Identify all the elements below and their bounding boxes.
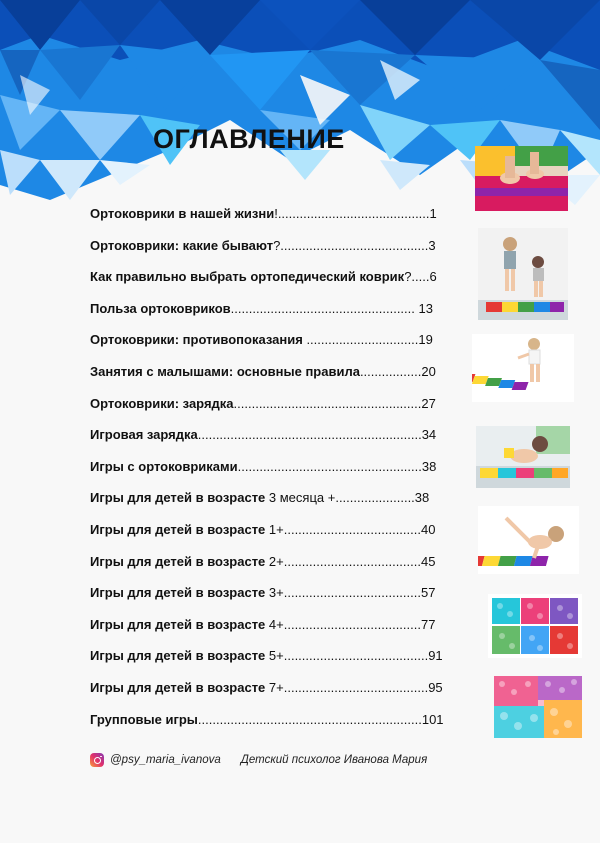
toc-entry-leader-page: !..........................................1 (274, 206, 437, 221)
photo-child-walking-mat (472, 334, 574, 402)
toc-entry-title: Групповые игры (90, 711, 198, 727)
toc-entry-leader-page: ................................................... 13 (230, 300, 433, 316)
toc-entry-leader-page: ?.....6 (404, 269, 437, 285)
toc-entry[interactable] (90, 584, 470, 616)
toc-entry-leader-page: ...............................19 (302, 332, 433, 348)
toc-entry[interactable] (90, 679, 470, 711)
toc-entry-leader-page: 3 месяца +......................38 (268, 490, 430, 506)
toc-entry-title: Игры для детей в возрасте (90, 585, 269, 601)
photo-baby-stretching (478, 506, 579, 574)
toc-entry[interactable] (90, 237, 470, 269)
photo-feet-on-mat (475, 146, 568, 211)
toc-entry-title: Занятия с малышами: основные правила (90, 363, 360, 379)
toc-entry[interactable] (90, 426, 470, 458)
toc-entry-title: Как правильно выбрать ортопедический коврик (90, 269, 405, 285)
photo-toddler-crawling (476, 426, 570, 488)
toc-entry[interactable] (90, 489, 470, 521)
toc-entry[interactable] (90, 363, 470, 395)
toc-entry-leader-page: 1+......................................40 (268, 521, 436, 537)
toc-entry-title: Польза ортоковриков (90, 300, 231, 316)
footer (90, 753, 427, 767)
toc-entry-leader-page: ..............................................................34 (197, 427, 437, 443)
toc-entry-title: Игры с ортоковриками (90, 458, 238, 474)
toc-entry-title: Игровая зарядка (90, 427, 198, 443)
toc-entry-leader-page: ?.........................................3 (273, 237, 436, 253)
toc-entry-title: Игры для детей в возрасте (90, 679, 269, 695)
toc-entry-title: Игры для детей в возрасте (90, 616, 269, 632)
toc-entry-title: Игры для детей в возрасте (90, 490, 269, 506)
toc-entry-leader-page: 7+........................................95 (268, 679, 443, 695)
toc-entry[interactable] (90, 395, 470, 427)
toc-entry[interactable] (90, 553, 470, 585)
toc-entry-title: Ортоковрики: какие бывают (90, 237, 274, 253)
photo-mat-tiles (488, 594, 582, 658)
instagram-handle[interactable]: @psy_maria_ivanova (110, 754, 221, 766)
toc-entry-leader-page: 4+......................................77 (268, 616, 436, 632)
author-credit: Детский психолог Иванова Мария (240, 754, 428, 766)
photo-kids-jumping (478, 228, 568, 320)
toc-entry[interactable] (90, 331, 470, 363)
toc-entry-title: Ортоковрики: противопоказания (90, 332, 303, 348)
toc-entry-title: Ортоковрики в нашей жизни (90, 206, 275, 221)
instagram-icon[interactable] (90, 753, 104, 767)
toc-entry-leader-page: .................20 (359, 363, 436, 379)
toc-entry[interactable] (90, 711, 470, 743)
toc-entry[interactable] (90, 647, 470, 679)
toc-entry[interactable] (90, 521, 470, 553)
toc-entry[interactable] (90, 205, 470, 237)
toc-entry-title: Игры для детей в возрасте (90, 648, 269, 664)
toc-entry[interactable] (90, 268, 470, 300)
toc-entry[interactable] (90, 616, 470, 648)
toc-entry[interactable] (90, 300, 470, 332)
table-of-contents (90, 205, 470, 742)
toc-entry-leader-page: 2+......................................45 (268, 553, 436, 569)
toc-entry-title: Игры для детей в возрасте (90, 553, 269, 569)
toc-entry-title: Ортоковрики: зарядка (90, 395, 234, 411)
toc-entry-leader-page: ..............................................................101 (197, 711, 444, 727)
toc-entry-leader-page: ...................................................38 (237, 458, 437, 474)
page-title: ОГЛАВЛЕНИЕ (153, 124, 345, 154)
toc-entry-leader-page: ....................................................27 (233, 395, 436, 411)
toc-entry-leader-page: 3+......................................57 (268, 585, 436, 601)
toc-entry-leader-page: 5+........................................91 (268, 648, 443, 664)
photo-spiky-mat-closeup (494, 676, 582, 738)
toc-entry[interactable] (90, 458, 470, 490)
toc-entry-title: Игры для детей в возрасте (90, 521, 269, 537)
